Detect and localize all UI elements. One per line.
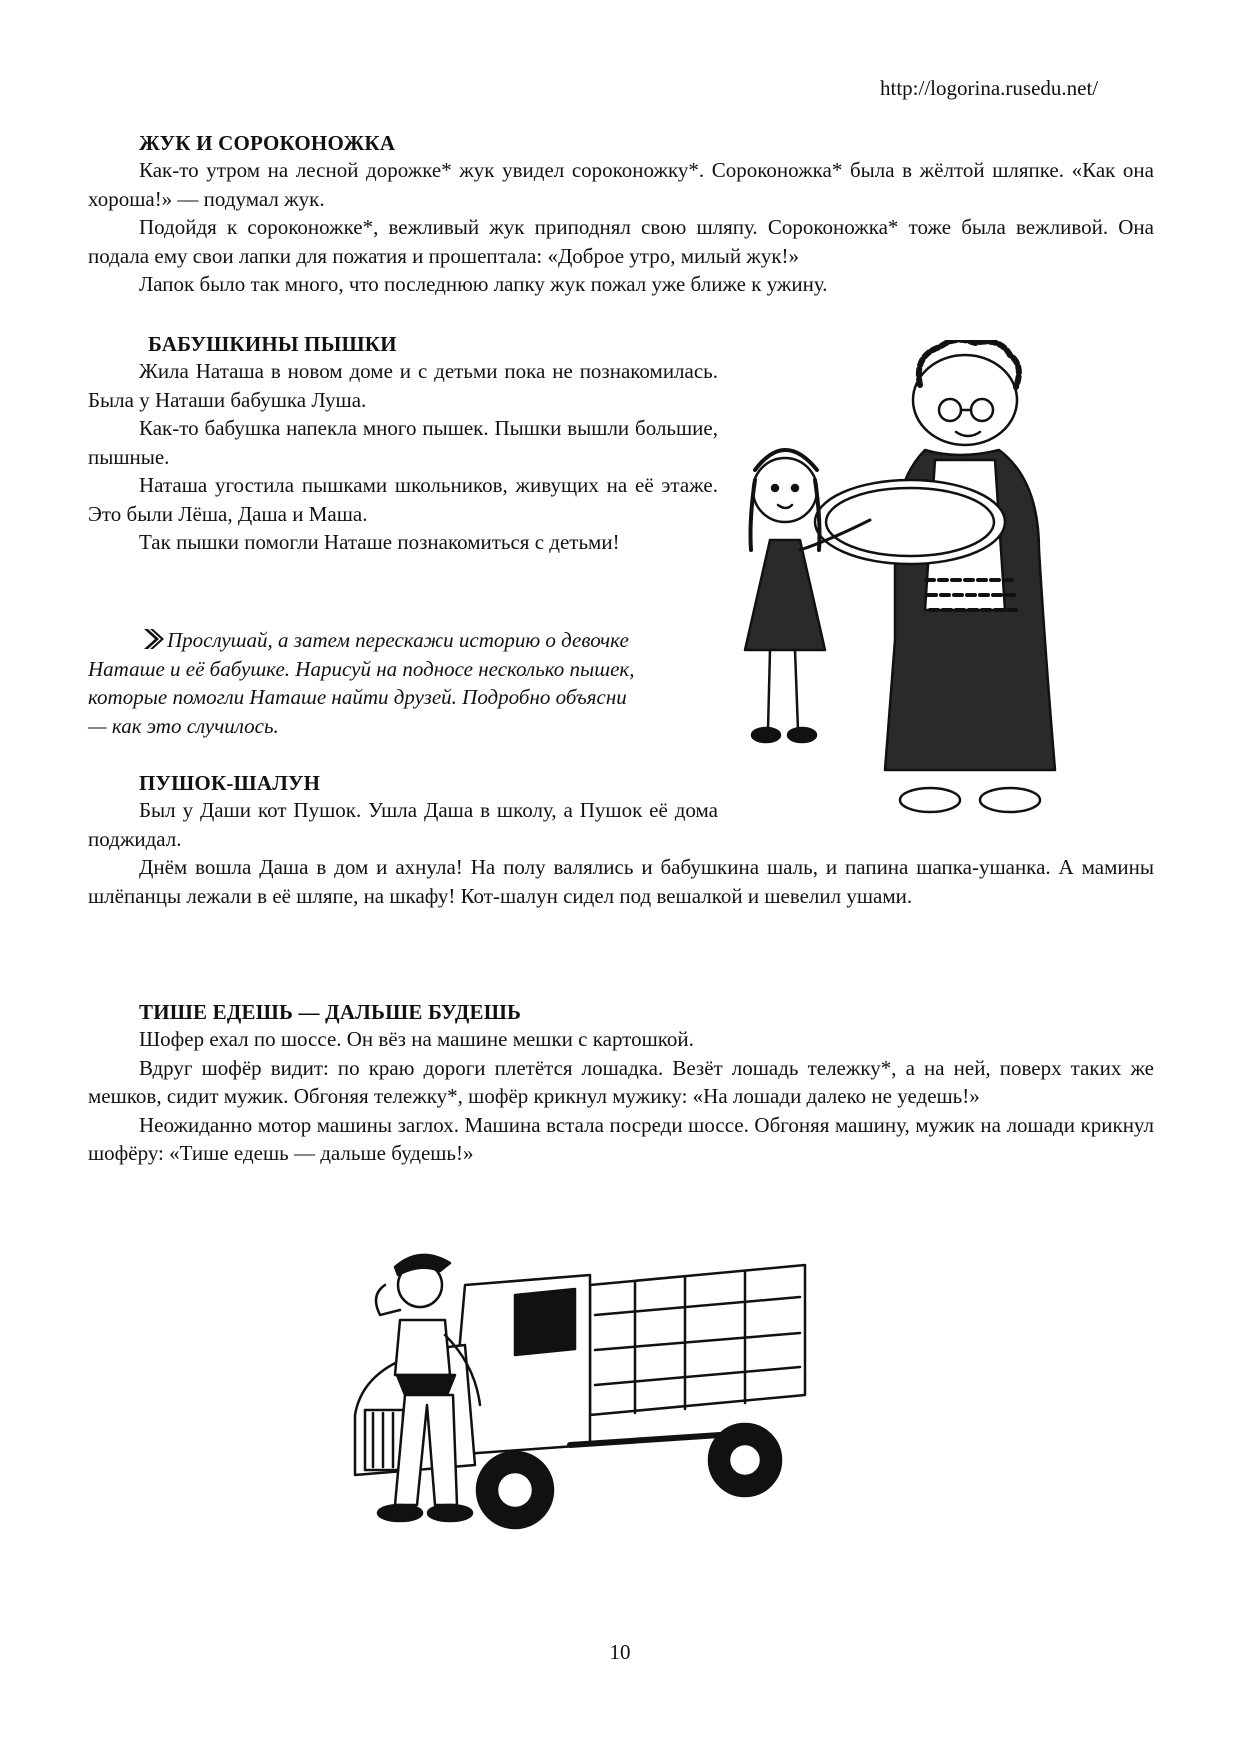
story-paragraph: Вдруг шофёр видит: по краю дороги плетётся лошадка. Везёт лошадь тележку*, а на ней, поверх таких же мешков, сидит мужик. Обгоняя тележку*, шофёр крикнул мужику: «На лошади далеко не уедешь!» xyxy=(88,1055,1154,1108)
story-title: БАБУШКИНЫ ПЫШКИ xyxy=(148,332,397,356)
story-paragraph: Жила Наташа в новом доме и с детьми пока не познакомилась. Была у Наташи бабушка Луша. xyxy=(88,359,718,412)
story-title: ТИШЕ ЕДЕШЬ — ДАЛЬШЕ БУДЕШЬ xyxy=(139,1000,522,1024)
story-grandma-buns xyxy=(88,332,718,557)
story-paragraph: Подойдя к сороконожке*, вежливый жук приподнял свою шляпу. Сороконожка* тоже была вежливой. Она подала ему свои лапки для пожатия и прошептала: «Доброе утро, милый жук!» xyxy=(88,215,1154,268)
story-beetle-centipede xyxy=(88,131,1154,299)
story-paragraph: Был у Даши кот Пушок. Ушла Даша в школу, а Пушок её дома поджидал. xyxy=(88,798,718,851)
story-slow-and-steady xyxy=(88,1000,1154,1168)
story-paragraph: Наташа угостила пышками школьников, живущих на её этаже. Это были Лёша, Даша и Маша. xyxy=(88,473,718,526)
story-paragraph: Днём вошла Даша в дом и ахнула! На полу валялись и бабушкина шаль, и папина шапка-ушанка. А мамины шлёпанцы лежали в её шляпе, на шкафу! Кот-шалун сидел под вешалкой и шевелил ушами. xyxy=(88,855,1154,908)
story-paragraph: Неожиданно мотор машины заглох. Машина встала посреди шоссе. Обгоняя машину, мужик на лошади крикнул шофёру: «Тише едешь — дальше будешь!» xyxy=(88,1112,1154,1165)
story-paragraph: Лапок было так много, что последнюю лапку жук пожал уже ближе к ужину. xyxy=(139,272,828,296)
girl-grandmother-illustration xyxy=(720,340,1130,820)
header-url: http://logorina.rusedu.net/ xyxy=(880,76,1099,100)
story-title: ПУШОК-ШАЛУН xyxy=(139,771,321,795)
driver-truck-illustration xyxy=(345,1245,815,1555)
story-paragraph: Как-то бабушка напекла много пышек. Пышки вышли большие, пышные. xyxy=(88,416,718,469)
task-instruction xyxy=(88,626,648,740)
chevron-arrow-icon xyxy=(143,628,165,650)
story-paragraph: Как-то утром на лесной дорожке* жук увидел сороконожку*. Сороконожка* была в жёлтой шляпке. «Как она хороша!» — подумал жук. xyxy=(88,158,1154,211)
story-pushok xyxy=(88,771,1154,910)
story-title: ЖУК И СОРОКОНОЖКА xyxy=(139,131,396,155)
story-paragraph: Так пышки помогли Наташе познакомиться с детьми! xyxy=(139,530,620,554)
story-paragraph: Шофер ехал по шоссе. Он вёз на машине мешки с картошкой. xyxy=(139,1027,694,1051)
task-text: Прослушай, а затем перескажи историю о девочке Наташе и её бабушке. Нарисуй на подносе несколько пышек, которые помогли Наташе найти друзей. Подробно объясни — как это случилось. xyxy=(88,628,635,738)
page-number: 10 xyxy=(609,1640,631,1664)
